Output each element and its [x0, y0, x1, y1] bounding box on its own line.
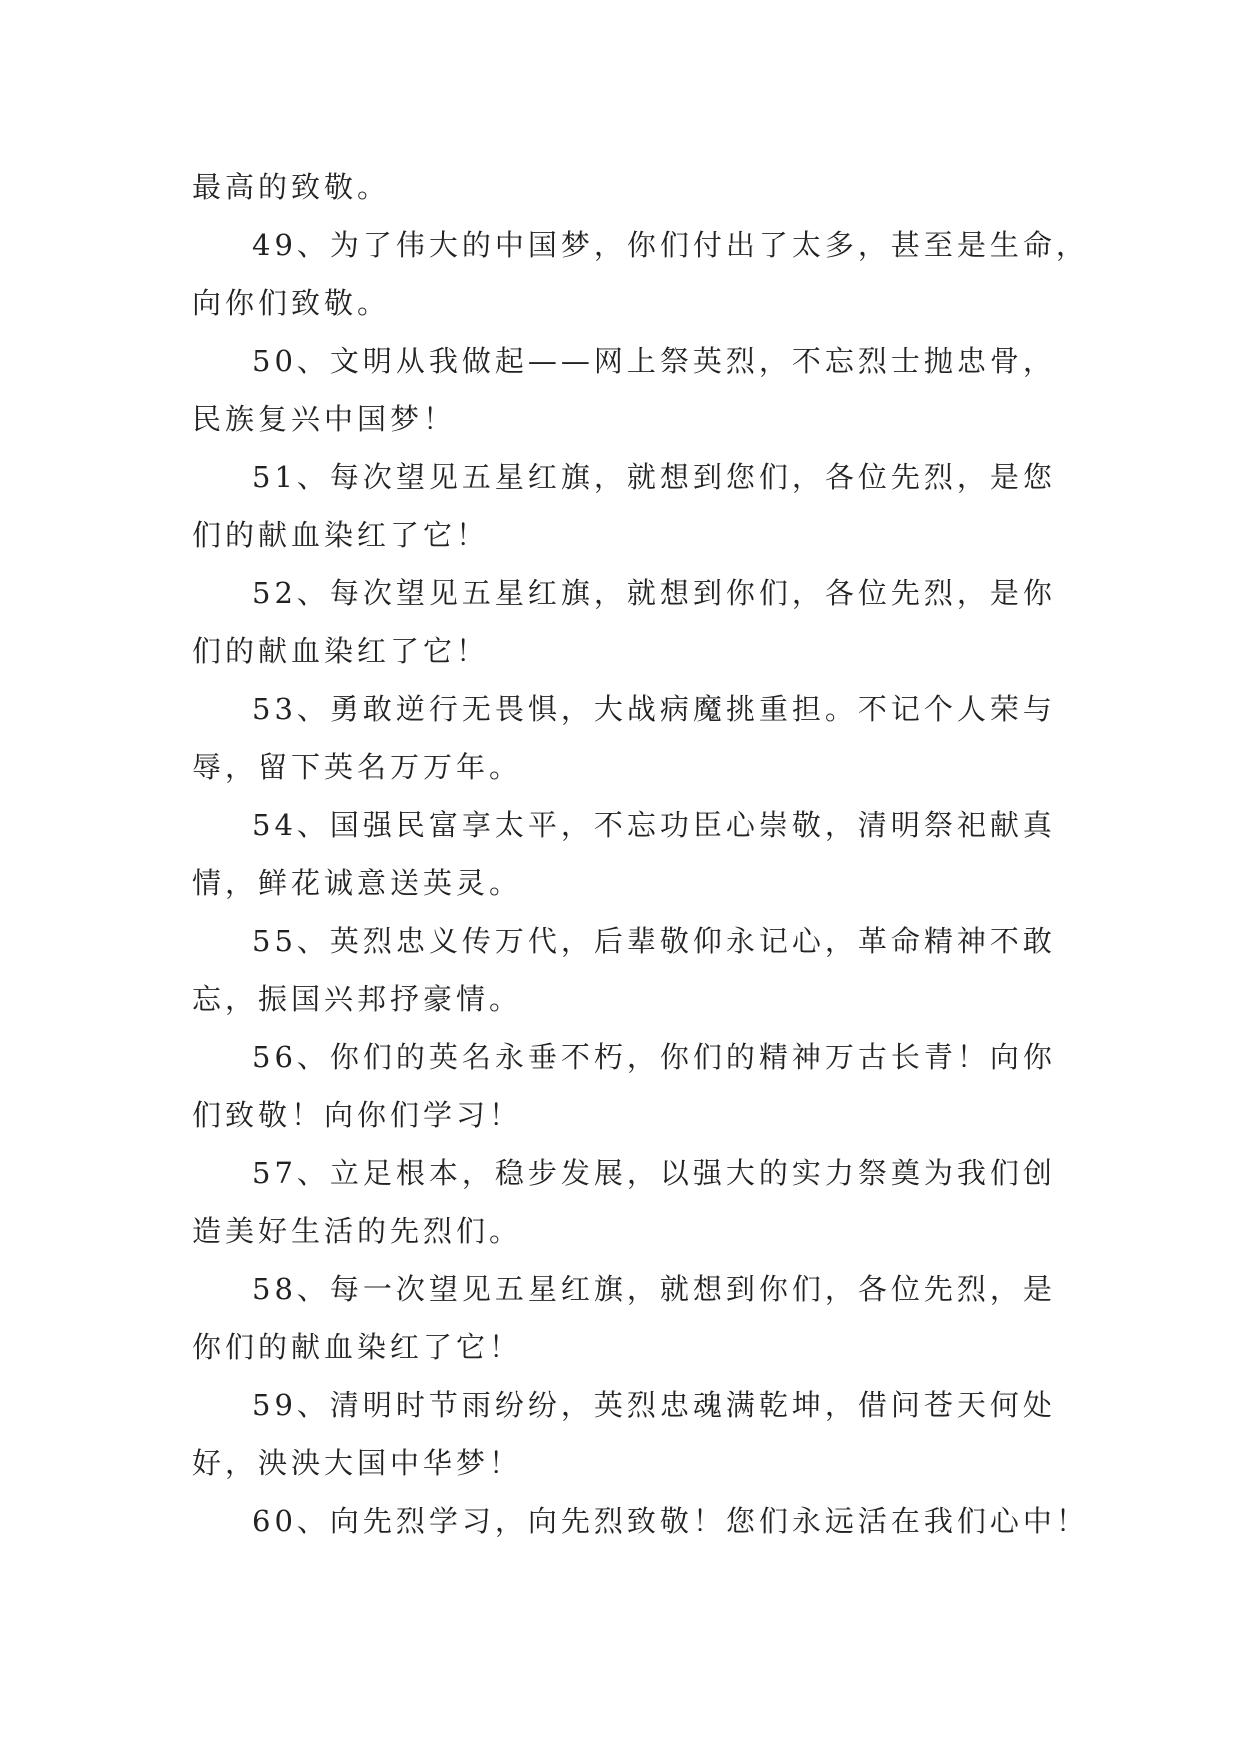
paragraph-line: 56、你们的英名永垂不朽，你们的精神万古长青！向你: [252, 1040, 1056, 1074]
paragraph-line: 49、为了伟大的中国梦，你们付出了太多，甚至是生命，: [252, 228, 1089, 262]
paragraph-line: 60、向先烈学习，向先烈致敬！您们永远活在我们心中！: [252, 1504, 1089, 1538]
paragraph-line: 53、勇敢逆行无畏惧，大战病魔挑重担。不记个人荣与: [252, 692, 1056, 726]
paragraph-line: 情，鲜花诚意送英灵。: [192, 866, 523, 900]
paragraph-line: 好，泱泱大国中华梦！: [192, 1446, 523, 1480]
paragraph-line: 50、文明从我做起——网上祭英烈，不忘烈士抛忠骨，: [252, 344, 1056, 378]
paragraph-line: 向你们致敬。: [192, 286, 391, 320]
paragraph-line: 们的献血染红了它！: [192, 518, 490, 552]
paragraph-line: 忘，振国兴邦抒豪情。: [192, 982, 523, 1016]
paragraph-line: 们的献血染红了它！: [192, 634, 490, 668]
paragraph-line: 59、清明时节雨纷纷，英烈忠魂满乾坤，借问苍天何处: [252, 1388, 1056, 1422]
paragraph-line: 你们的献血染红了它！: [192, 1330, 523, 1364]
paragraph-line: 辱，留下英名万万年。: [192, 750, 523, 784]
paragraph-line: 57、立足根本，稳步发展，以强大的实力祭奠为我们创: [252, 1156, 1056, 1190]
paragraph-line: 55、英烈忠义传万代，后辈敬仰永记心，革命精神不敢: [252, 924, 1056, 958]
document-body: [192, 158, 1089, 1550]
paragraph-line: 民族复兴中国梦！: [192, 402, 457, 436]
paragraph-line: 最高的致敬。: [192, 170, 391, 204]
paragraph-line: 51、每次望见五星红旗，就想到您们，各位先烈，是您: [252, 460, 1056, 494]
paragraph-line: 58、每一次望见五星红旗，就想到你们，各位先烈，是: [252, 1272, 1056, 1306]
paragraph-line: 52、每次望见五星红旗，就想到你们，各位先烈，是你: [252, 576, 1056, 610]
paragraph-line: 造美好生活的先烈们。: [192, 1214, 523, 1248]
paragraph-line: 们致敬！向你们学习！: [192, 1098, 523, 1132]
paragraph-line: 54、国强民富享太平，不忘功臣心崇敬，清明祭祀献真: [252, 808, 1056, 842]
